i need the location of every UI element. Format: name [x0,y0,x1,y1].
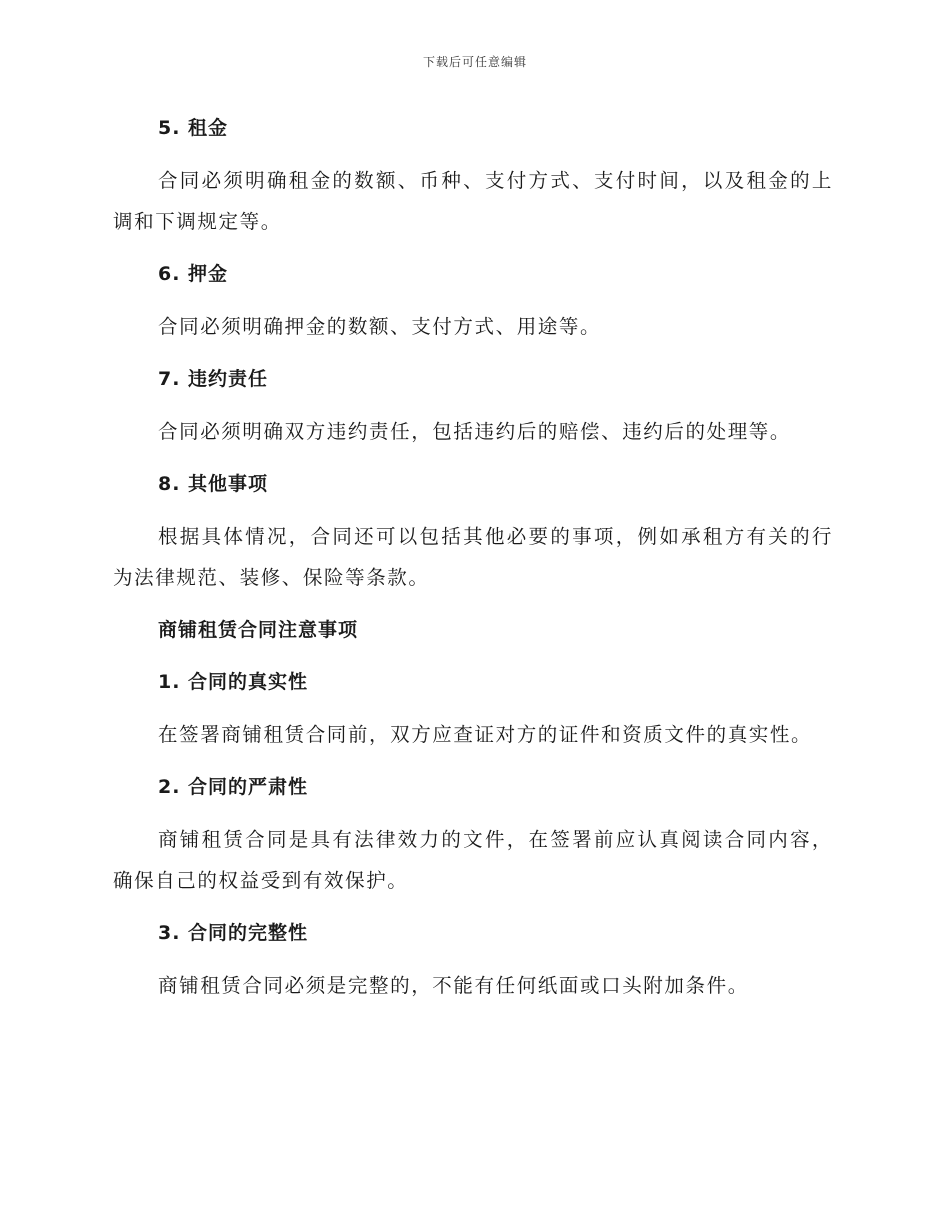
paragraph-seriousness: 商铺租赁合同是具有法律效力的文件，在签署前应认真阅读合同内容，确保自己的权益受到有效保护。 [113,828,833,892]
section-heading-other: 8. 其他事项 [158,473,269,495]
paragraph-completeness: 商铺租赁合同必须是完整的，不能有任何纸面或口头附加条件。 [158,974,749,997]
paragraph-authenticity: 在签署商铺租赁合同前，双方应查证对方的证件和资质文件的真实性。 [158,723,813,746]
section-heading-deposit: 6. 押金 [158,263,229,285]
section-title-notes: 商铺租赁合同注意事项 [158,619,359,641]
section-heading-completeness: 3. 合同的完整性 [158,922,309,944]
section-heading-authenticity: 1. 合同的真实性 [158,671,309,693]
document-body [113,108,833,1018]
page-header: 下载后可任意编辑 [422,55,527,69]
section-heading-breach: 7. 违约责任 [158,368,269,390]
paragraph-breach: 合同必须明确双方违约责任，包括违约后的赔偿、违约后的处理等。 [158,420,792,443]
paragraph-other: 根据具体情况，合同还可以包括其他必要的事项，例如承租方有关的行为法律规范、装修、保险等条款。 [113,525,833,589]
paragraph-deposit: 合同必须明确押金的数额、支付方式、用途等。 [158,315,602,338]
section-heading-rent: 5. 租金 [158,117,229,139]
paragraph-rent: 合同必须明确租金的数额、币种、支付方式、支付时间，以及租金的上调和下调规定等。 [113,169,833,233]
section-heading-seriousness: 2. 合同的严肃性 [158,776,309,798]
